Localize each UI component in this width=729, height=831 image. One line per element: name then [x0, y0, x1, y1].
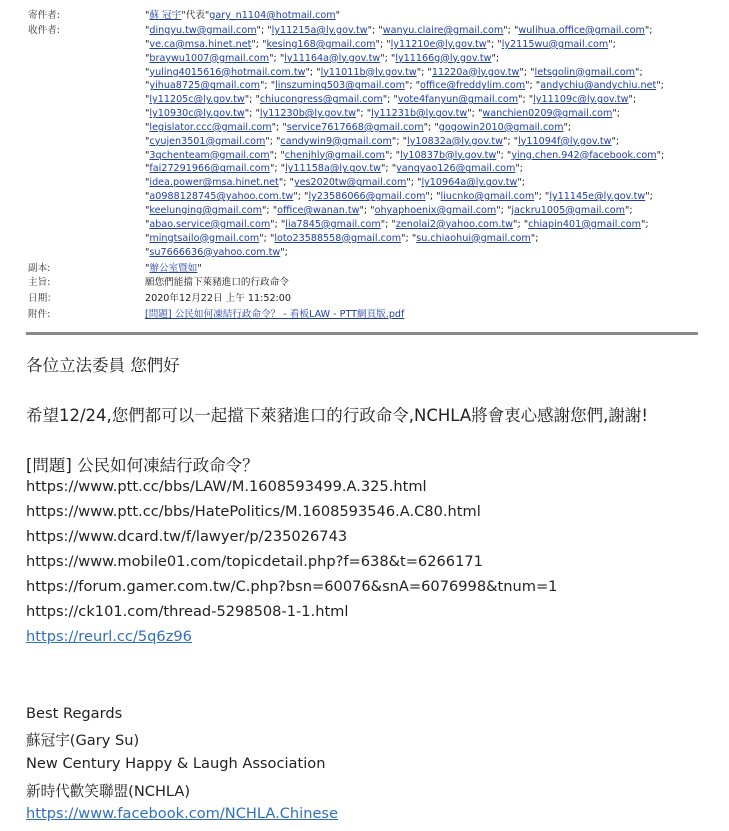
- recipient-email[interactable]: ly11094f@ly.gov.tw: [518, 135, 612, 147]
- url-line: https://www.mobile01.com/topicdetail.php?f=638&t=6266171: [26, 553, 483, 570]
- date-value: 2020年12月22日 上午 11:52:00: [145, 293, 291, 304]
- from-label: 寄件者:: [28, 10, 61, 21]
- cc-value: "辦公室暨如": [145, 263, 202, 274]
- recipient-email[interactable]: ly11215a@ly.gov.tw: [271, 25, 368, 36]
- recipient-list: [145, 24, 703, 259]
- recipient-email[interactable]: chiapin401@gmail.com: [528, 218, 641, 230]
- recipient-email[interactable]: wulihua.office@gmail.com: [518, 25, 645, 36]
- subject-value: 願您們能擋下萊豬進口的行政命令: [145, 277, 289, 288]
- signature-org-zh: 新時代歡笑聯盟(NCHLA): [26, 783, 191, 800]
- recipient-line: "cyujen3501@gmail.com"; "candywin9@gmail.com"; "ly10832a@ly.gov.tw"; "ly11094f@ly.gov.tw";: [145, 135, 620, 147]
- recipient-email[interactable]: cyujen3501@gmail.com: [149, 135, 266, 147]
- recipient-email[interactable]: ly11231b@ly.gov.tw: [371, 108, 468, 120]
- recipient-line: "yihua8725@gmail.com"; "linszuming503@gmail.com"; "office@freddylim.com"; "andychiu@andychiu.net";: [145, 80, 664, 92]
- recipient-email[interactable]: loto23588558@gmail.com: [274, 232, 402, 244]
- from-name[interactable]: 蘇 冠宇: [149, 10, 182, 21]
- signature-org-en: New Century Happy & Laugh Association: [26, 755, 326, 772]
- recipient-line: "mingtsailo@gmail.com"; "loto23588558@gmail.com"; "su.chiaohui@gmail.com";: [145, 232, 539, 244]
- signature-name: 蘇冠宇(Gary Su): [26, 732, 140, 749]
- recipient-email[interactable]: jackru1005@gmail.com: [511, 204, 625, 216]
- recipient-email[interactable]: su.chiaohui@gmail.com: [416, 232, 531, 244]
- request-line: 希望12/24,您們都可以一起擋下萊豬進口的行政命令,NCHLA將會衷心感謝您們,謝謝!: [26, 406, 649, 425]
- recipient-line: "legislator.ccc@gmail.com"; "service7617668@gmail.com"; "gogowin2010@gmail.com";: [145, 121, 572, 133]
- recipient-line: "ly11205c@ly.gov.tw"; "chiucongress@gmail.com"; "vote4fanyun@gmail.com"; "ly11109c@ly.gov.tw";: [145, 94, 637, 106]
- recipient-line: "idea.power@msa.hinet.net"; "yes2020tw@gmail.com"; "ly10964a@ly.gov.tw";: [145, 177, 526, 189]
- recipient-email[interactable]: office@freddylim.com: [420, 80, 526, 92]
- recipient-email[interactable]: legislator.ccc@gmail.com: [149, 121, 272, 133]
- short-link[interactable]: https://reurl.cc/5q6z96: [26, 628, 192, 645]
- recipient-email[interactable]: andychiu@andychiu.net: [540, 80, 657, 92]
- recipient-email[interactable]: ly2115wu@gmail.com: [501, 38, 609, 50]
- from-via: 代表: [185, 10, 205, 21]
- recipient-email[interactable]: braywu1007@gmail.com: [149, 52, 270, 64]
- recipient-line: "ly10930c@ly.gov.tw"; "ly11230b@ly.gov.tw"; "ly11231b@ly.gov.tw"; "wanchien0209@gmail.com";: [145, 108, 621, 120]
- recipient-email[interactable]: chenjhly@gmail.com: [284, 149, 385, 161]
- recipient-email[interactable]: letsgolin@gmail.com: [534, 66, 636, 78]
- recipient-line: "a0988128745@yahoo.com.tw"; "ly23586066@gmail.com"; "liucnko@gmail.com"; "ly11145e@ly.gov.tw";: [145, 191, 653, 203]
- recipient-email[interactable]: ly11205c@ly.gov.tw: [149, 94, 245, 106]
- recipient-email[interactable]: ly10837b@ly.gov.tw: [400, 149, 497, 161]
- recipient-email[interactable]: lia7845@gmail.com: [285, 218, 381, 230]
- url-line: https://www.dcard.tw/f/lawyer/p/235026743: [26, 528, 348, 545]
- recipient-line: "su7666636@yahoo.com.tw";: [145, 246, 288, 258]
- recipient-email[interactable]: office@wanan.tw: [277, 204, 360, 216]
- recipient-email[interactable]: fai27291966@gmail.com: [149, 163, 270, 175]
- recipient-line: "yuling4015616@hotmail.com.tw"; "ly11011b@ly.gov.tw"; "11220a@ly.gov.tw"; "letsgolin@gmail.com";: [145, 66, 643, 78]
- recipient-email[interactable]: yihua8725@gmail.com: [149, 80, 260, 92]
- recipient-email[interactable]: service7617668@gmail.com: [286, 121, 424, 133]
- attachment-link[interactable]: [問題] 公民如何凍結行政命令？ - 看板LAW - PTT網頁版.pdf: [145, 309, 405, 320]
- cc-label: 副本:: [28, 263, 51, 274]
- recipient-email[interactable]: candywin9@gmail.com: [280, 135, 392, 147]
- from-value: "蘇 冠宇"代表"gary_n1104@hotmail.com": [145, 10, 341, 21]
- recipient-email[interactable]: idea.power@msa.hinet.net: [149, 177, 279, 189]
- subject-label: 主旨:: [28, 277, 51, 288]
- recipient-email[interactable]: kesing168@gmail.com: [266, 38, 376, 50]
- recipient-email[interactable]: abao.service@gmail.com: [149, 218, 271, 230]
- recipient-email[interactable]: linszuming503@gmail.com: [275, 80, 405, 92]
- question-title: [問題] 公民如何凍結行政命令？: [26, 456, 259, 475]
- signature-closing: Best Regards: [26, 705, 123, 722]
- recipient-line: "abao.service@gmail.com"; "lia7845@gmail.com"; "zenolai2@yahoo.com.tw"; "chiapin401@gmail.com";: [145, 218, 649, 230]
- recipient-email[interactable]: a0988128745@yahoo.com.tw: [149, 191, 294, 203]
- url-line: https://forum.gamer.com.tw/C.php?bsn=60076&snA=6076998&tnum=1: [26, 578, 558, 595]
- recipient-email[interactable]: ly11145e@ly.gov.tw: [549, 191, 646, 203]
- url-line: https://www.ptt.cc/bbs/HatePolitics/M.1608593546.A.C80.html: [26, 503, 481, 520]
- recipient-email[interactable]: ly11164a@ly.gov.tw: [284, 52, 381, 64]
- from-email[interactable]: gary_n1104@hotmail.com: [209, 10, 336, 21]
- signature-facebook-link[interactable]: https://www.facebook.com/NCHLA.Chinese: [26, 805, 339, 822]
- recipient-email[interactable]: wanchien0209@gmail.com: [482, 108, 613, 120]
- recipient-email[interactable]: ly23586066@gmail.com: [308, 191, 426, 203]
- recipient-email[interactable]: keelunging@gmail.com: [149, 204, 262, 216]
- recipient-email[interactable]: yangyao126@gmail.com: [396, 163, 516, 175]
- recipient-email[interactable]: su7666636@yahoo.com.tw: [149, 246, 281, 258]
- header-divider: [26, 332, 698, 335]
- attachment-label: 附件:: [28, 309, 51, 320]
- recipient-email[interactable]: yuling4015616@hotmail.com.tw: [149, 66, 306, 78]
- recipient-line: "3qchenteam@gmail.com"; "chenjhly@gmail.com"; "ly10837b@ly.gov.tw"; "ying.chen.942@facebook.com";: [145, 149, 665, 161]
- recipient-email[interactable]: ly11158a@ly.gov.tw: [285, 163, 381, 175]
- recipient-line: "keelunging@gmail.com"; "office@wanan.tw"; "ohyaphoenix@gmail.com"; "jackru1005@gmail.com";: [145, 204, 633, 216]
- cc-link[interactable]: 辦公室暨如: [149, 263, 198, 274]
- recipient-email[interactable]: 11220a@ly.gov.tw: [431, 66, 520, 78]
- recipient-email[interactable]: ve.ca@msa.hinet.net: [149, 38, 252, 50]
- greeting: 各位立法委員 您們好: [26, 356, 180, 375]
- recipient-email[interactable]: mingtsailo@gmail.com: [149, 232, 260, 244]
- recipient-email[interactable]: ly11011b@ly.gov.tw: [320, 66, 417, 78]
- recipient-email[interactable]: liucnko@gmail.com: [440, 191, 535, 203]
- recipient-email[interactable]: ying.chen.942@facebook.com: [511, 149, 657, 161]
- recipient-email[interactable]: ly10832a@ly.gov.tw: [407, 135, 503, 147]
- url-line: https://www.ptt.cc/bbs/LAW/M.1608593499.A.325.html: [26, 478, 427, 495]
- recipient-line: "braywu1007@gmail.com"; "ly11164a@ly.gov.tw"; "ly11166g@ly.gov.tw";: [145, 52, 500, 64]
- recipient-email[interactable]: wanyu.claire@gmail.com: [382, 25, 504, 36]
- date-label: 日期：: [28, 293, 57, 304]
- recipient-line: "dingyu.tw@gmail.com"; "ly11215a@ly.gov.tw"; "wanyu.claire@gmail.com"; "wulihua.office@gmail.com";: [145, 25, 653, 36]
- recipient-email[interactable]: chiucongress@gmail.com: [259, 94, 383, 106]
- recipient-email[interactable]: zenolai2@yahoo.com.tw: [395, 218, 514, 230]
- recipient-email[interactable]: ly11109c@ly.gov.tw: [533, 94, 629, 106]
- recipient-email[interactable]: ly10964a@ly.gov.tw: [421, 177, 518, 189]
- recipient-email[interactable]: ohyaphoenix@gmail.com: [374, 204, 497, 216]
- recipient-line: "ve.ca@msa.hinet.net"; "kesing168@gmail.com"; "ly11210e@ly.gov.tw"; "ly2115wu@gmail.com";: [145, 38, 616, 50]
- recipient-email[interactable]: ly11230b@ly.gov.tw: [259, 108, 356, 120]
- recipient-email[interactable]: dingyu.tw@gmail.com: [149, 25, 257, 36]
- recipient-email[interactable]: vote4fanyun@gmail.com: [397, 94, 519, 106]
- recipient-email[interactable]: ly10930c@ly.gov.tw: [149, 108, 245, 120]
- recipient-email[interactable]: ly11210e@ly.gov.tw: [390, 38, 487, 50]
- recipient-email[interactable]: ly11166g@ly.gov.tw: [395, 52, 492, 64]
- recipient-email[interactable]: yes2020tw@gmail.com: [293, 177, 407, 189]
- recipient-email[interactable]: 3qchenteam@gmail.com: [149, 149, 270, 161]
- to-label: 收件者:: [28, 25, 61, 36]
- recipient-line: "fai27291966@gmail.com"; "ly11158a@ly.gov.tw"; "yangyao126@gmail.com";: [145, 163, 524, 175]
- recipient-email[interactable]: gogowin2010@gmail.com: [438, 121, 564, 133]
- url-line: https://ck101.com/thread-5298508-1-1.html: [26, 603, 349, 620]
